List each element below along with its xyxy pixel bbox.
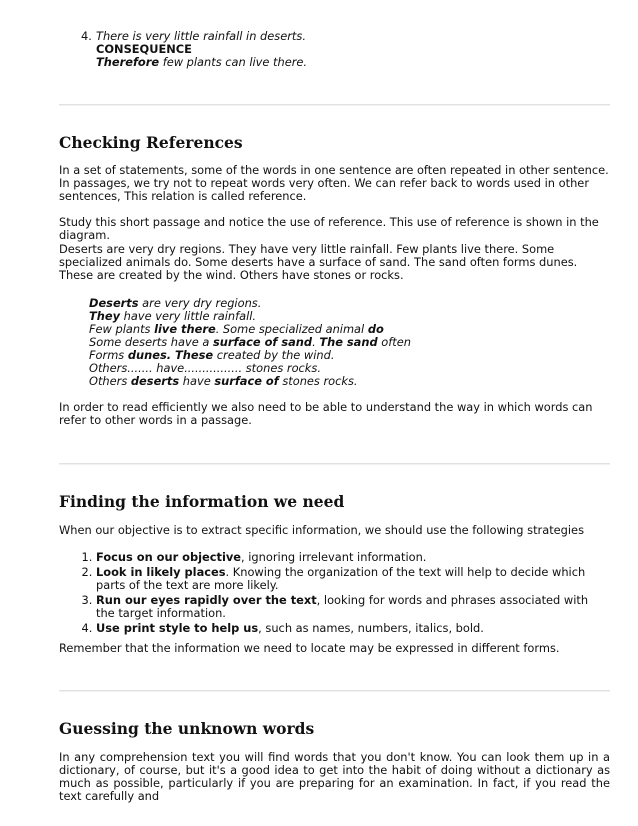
example-line: Others deserts have surface of stones rocks. [89, 374, 358, 388]
divider [59, 104, 610, 106]
cause-statement: There is very little rainfall in deserts. [96, 29, 306, 43]
list-item-number: 4. [81, 29, 92, 43]
paragraph: Deserts are very dry regions. They have very little rainfall. Few plants live there. Some specialized animals do. Some deserts have a surface of sand. The sand often forms dunes. These are created by the wind. Others have stones or rocks. [59, 242, 578, 282]
example-line: Some deserts have a surface of sand. The sand often [89, 335, 411, 349]
reference-example-passage [89, 297, 569, 388]
section-title-guessing-words: Guessing the unknown words [59, 719, 315, 738]
ref-word: deserts [130, 374, 180, 388]
paragraph: In any comprehension text you will find words that you don't know. You can look them up in a dictionary, of course, but it's a good idea to get into the habit of doing without a dictionary as much as possible, particularly if you are preparing for an examination. In fact, if you read the text carefully and [59, 750, 610, 803]
paragraph: Remember that the information we need to locate may be expressed in different forms. [59, 641, 560, 655]
ref-word: They [89, 309, 121, 323]
consequence-label: CONSEQUENCE [96, 42, 192, 56]
ref-word: do [367, 322, 384, 336]
section-title-checking-references: Checking References [59, 133, 243, 152]
consequence-statement: few plants can live there. [159, 55, 308, 69]
divider [59, 690, 610, 692]
example-line: Few plants live there. Some specialized animal do [89, 322, 384, 336]
ref-word: surface of sand [212, 335, 313, 349]
ref-word: The sand [319, 335, 378, 349]
paragraph: In order to read efficiently we also need to be able to understand the way in which words can refer to other words in a passage. [59, 400, 593, 427]
ref-word: surface of [214, 374, 279, 388]
list-item: 3. Run our eyes rapidly over the text, looking for words and phrases associated with the target information. [96, 594, 610, 620]
example-line: They have very little rainfall. [89, 309, 257, 323]
paragraph: In a set of statements, some of the words in one sentence are often repeated in other sentence. In passages, we try not to repeat words very often. We can refer back to words used in other sentences, This relation is called reference. [59, 163, 609, 203]
example-line: Others....... have................ stones rocks. [89, 361, 321, 375]
divider [59, 463, 610, 465]
paragraph: When our objective is to extract specific information, we should use the following strategies [59, 523, 585, 537]
list-item: 4. Use print style to help us, such as names, numbers, italics, bold. [96, 622, 610, 635]
section-title-finding-information: Finding the information we need [59, 492, 345, 511]
paragraph: Study this short passage and notice the use of reference. This use of reference is shown in the diagram. [59, 215, 599, 242]
therefore-word: Therefore [96, 55, 160, 69]
ref-word: dunes. These [127, 348, 214, 362]
example-line: Deserts are very dry regions. [89, 296, 262, 310]
strategy-list [59, 551, 610, 637]
ref-word: Deserts [89, 296, 139, 310]
list-item: 2. Look in likely places. Knowing the organization of the text will help to decide which parts of the text are more likely. [96, 566, 610, 592]
ref-word: live there [154, 322, 216, 336]
example-line: Forms dunes. These created by the wind. [89, 348, 335, 362]
list-item: 1. Focus on our objective, ignoring irrelevant information. [96, 551, 610, 564]
